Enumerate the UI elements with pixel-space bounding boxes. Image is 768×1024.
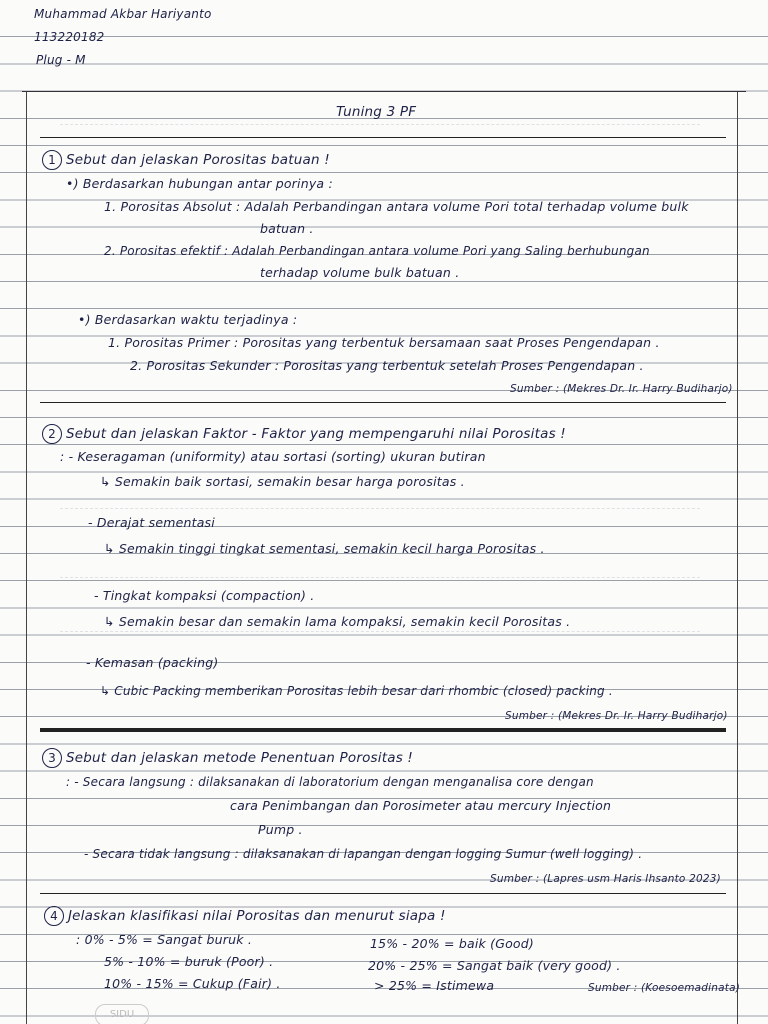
q2-source: Sumber : (Mekres Dr. Ir. Harry Budiharjo) [505,710,728,722]
q4-source: Sumber : (Koesoemadinata) [588,982,741,994]
bleed-through-mark [60,631,700,636]
q3-method-indirect: - Secara tidak langsung : dilaksanakan di lapangan dengan logging Sumur (well logging) . [84,847,643,861]
q1-item-primary: 1. Porositas Primer : Porositas yang terbentuk bersamaan saat Proses Pengendapan . [108,335,660,350]
q1-number: 1 [42,150,62,170]
q4-class-excellent: > 25% = Istimewa [374,978,495,993]
q2-factor-compaction: - Tingkat kompaksi (compaction) . [94,588,315,603]
q2-factor-sorting-effect: ↳ Semakin baik sortasi, semakin besar harga porositas . [100,474,465,489]
q3-method-direct-cont: cara Penimbangan dan Porosimeter atau mercury Injection [230,798,612,813]
bleed-through-mark [60,124,700,129]
student-name: Muhammad Akbar Hariyanto [34,7,212,21]
q2-question-text: Sebut dan jelaskan Faktor - Faktor yang mempengaruhi nilai Porositas ! [66,426,566,442]
q4-question-text: Jelaskan klasifikasi nilai Porositas dan menurut siapa ! [68,908,446,924]
q3-question-text: Sebut dan jelaskan metode Penentuan Porositas ! [66,750,414,766]
q1-source: Sumber : (Mekres Dr. Ir. Harry Budiharjo) [510,383,733,395]
q4-class-fair: 10% - 15% = Cukup (Fair) . [104,976,281,991]
class-name: Plug - M [36,53,86,67]
q2-factor-packing: - Kemasan (packing) [86,655,219,670]
q1-item-absolute: 1. Porositas Absolut : Adalah Perbandingan antara volume Pori total terhadap volume bulk [104,199,689,214]
q1-item-effective-cont: terhadap volume bulk batuan . [260,265,460,280]
q2-factor-compaction-effect: ↳ Semakin besar dan semakin lama kompaksi, semakin kecil Porositas . [104,614,571,629]
header-rule [22,91,746,92]
q2-question [42,424,566,444]
section-divider [40,893,726,894]
q4-question [44,906,446,926]
q1-item-absolute-cont: batuan . [260,221,314,236]
q3-question [42,748,413,768]
sidu-stamp-logo: SIDU [95,1004,149,1024]
q4-class-good: 15% - 20% = baik (Good) [370,936,534,951]
q1-item-secondary: 2. Porositas Sekunder : Porositas yang terbentuk setelah Proses Pengendapan . [130,358,644,373]
q4-number: 4 [44,906,64,926]
q2-factor-cementation: - Derajat sementasi [88,515,215,530]
q3-source: Sumber : (Lapres usm Haris Ihsanto 2023) [490,873,721,885]
section-divider [40,402,726,403]
section-divider [40,137,726,138]
q1-question-text: Sebut dan jelaskan Porositas batuan ! [66,152,330,168]
left-margin-line [26,92,27,1024]
q4-class-very-good: 20% - 25% = Sangat baik (very good) . [368,958,621,973]
q3-method-direct-cont2: Pump . [258,822,303,837]
q4-class-very-poor: : 0% - 5% = Sangat buruk . [76,932,253,947]
right-margin-line [737,92,738,1024]
q1-item-effective: 2. Porositas efektif : Adalah Perbandingan antara volume Pori yang Saling berhubungan [104,244,650,258]
q4-class-poor: 5% - 10% = buruk (Poor) . [104,954,274,969]
q1-question [42,150,330,170]
q2-factor-packing-effect: ↳ Cubic Packing memberikan Porositas lebih besar dari rhombic (closed) packing . [100,684,613,698]
page-title: Tuning 3 PF [336,104,417,120]
section-divider [40,728,726,732]
q1-group1-heading: •) Berdasarkan hubungan antar porinya : [66,176,333,191]
q1-group2-heading: •) Berdasarkan waktu terjadinya : [78,312,298,327]
q2-number: 2 [42,424,62,444]
bleed-through-mark [60,577,700,582]
q2-factor-cementation-effect: ↳ Semakin tinggi tingkat sementasi, semakin kecil harga Porositas . [104,541,545,556]
q2-factor-sorting: : - Keseragaman (uniformity) atau sortasi (sorting) ukuran butiran [60,449,486,464]
student-id: 113220182 [34,30,105,44]
q3-number: 3 [42,748,62,768]
bleed-through-mark [60,508,700,513]
q3-method-direct: : - Secara langsung : dilaksanakan di laboratorium dengan menganalisa core dengan [66,775,594,789]
